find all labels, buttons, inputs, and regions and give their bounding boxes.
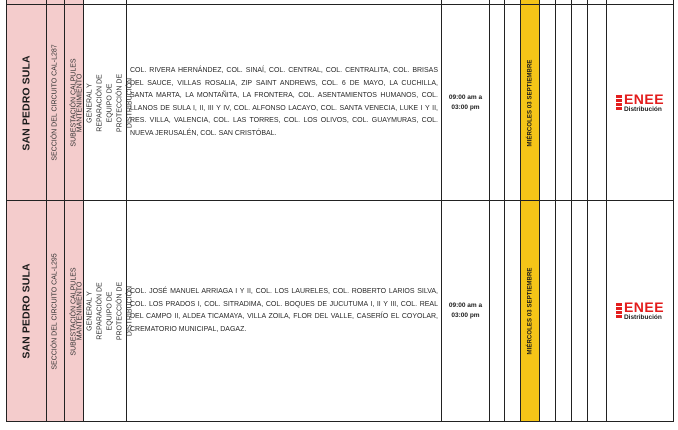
enee-logo <box>616 92 664 114</box>
blank-cell <box>504 4 521 201</box>
day-cell <box>520 200 540 422</box>
day-cell <box>520 4 540 201</box>
hours-end: 03:00 pm <box>451 312 480 319</box>
blank-cell <box>587 200 607 422</box>
hours-end: 03:00 pm <box>451 103 480 111</box>
blank-cell <box>504 200 521 422</box>
colonies-cell <box>126 4 442 201</box>
logo-subtitle: Distribución <box>623 105 662 113</box>
enee-logo-mark <box>616 95 622 111</box>
blank-cell <box>555 4 572 201</box>
blank-cell <box>571 200 588 422</box>
blank-cell <box>539 200 556 422</box>
colonies-list: COL. RIVERA HERNÁNDEZ, COL. SINAÍ, COL. CENTRAL, COL. CENTRALITA, COL. BRISAS DEL SAUCE, VILLAS ROSALIA, ZIP SAINT ANDREWS, COL. 6 DE MAYO, LA CUCHILLA, SANTA MARTA, LA MONTAÑITA, LA FRONTERA, COL. ASENTAMIENTOS HUMANOS, COL. LLANOS DE SULA I, II, III Y IV, COL. ALFONSO LACAYO, COL. SANTA VENECIA, LUKE I Y II, RES. VILLA, VALENCIA, COL. LAS TORRES, COL. LOS OLIVOS, COL. GUAYMURAS, COL. NUEVA JERUSALÉN, COL. SAN CRISTÓBAL. <box>130 67 438 137</box>
work-cell <box>76 4 134 201</box>
day-label: MIÉRCOLES 03 SEPTIEMBRE <box>527 267 534 355</box>
blank-cell <box>555 200 572 422</box>
enee-logo <box>616 300 664 322</box>
work-cell <box>76 200 134 422</box>
circuit-label: SECCIÓN DEL CIRCUITO CAL-L295 <box>52 252 59 370</box>
logo-title: ENEE <box>623 299 665 316</box>
blank-cell <box>539 4 556 201</box>
hours-cell <box>441 4 490 201</box>
work-description: MANTENIMIENTO GENERAL Y REPARACIÓN DE EQUIPO DE PROTECCIÓN DE DISTRIBUCIÓN <box>76 73 134 132</box>
circuit-cell <box>46 200 65 422</box>
hours-start: 09:00 am a <box>448 302 483 309</box>
hours-start: 09:00 am a <box>448 93 483 101</box>
circuit-label: SECCIÓN DEL CIRCUITO CAL-L287 <box>52 44 59 161</box>
substation-label: SUBESTACIÓN CALPULES <box>70 58 78 147</box>
colonies-list: COL. JOSÉ MANUEL ARRIAGA I Y II, COL. LOS LAURELES, COL. ROBERTO LARIOS SILVA, COL. LOS PRADOS I, COL. SITRADIMA, COL. BOQUES DE JUCUTUMA I, II Y III, COL. REAL DEL CAMPO II, ALDEA TICAMAYA, VILLA ZOILA, FLOR DEL VALLE, CASERÍO EL COYOLAR, CREMATORIO MUNICIPAL, DAGAZ. <box>130 288 438 333</box>
city-label: SAN PEDRO SULA <box>20 54 33 151</box>
blank-cell <box>489 4 505 201</box>
colonies-cell <box>126 200 442 422</box>
logo-title: ENEE <box>623 90 665 107</box>
blank-cell <box>587 4 607 201</box>
day-label: MIÉRCOLES 03 SEPTIEMBRE <box>527 59 534 146</box>
city-cell <box>6 200 47 422</box>
work-description: MANTENIMIENTO GENERAL Y REPARACIÓN DE EQUIPO DE PROTECCIÓN DE DISTRIBUCIÓN <box>76 281 134 341</box>
blank-cell <box>571 4 588 201</box>
circuit-cell <box>46 4 65 201</box>
city-cell <box>6 4 47 201</box>
logo-cell <box>606 4 674 201</box>
logo-subtitle: Distribución <box>623 314 662 322</box>
blank-cell <box>489 200 505 422</box>
logo-cell <box>606 200 674 422</box>
hours-cell <box>441 200 490 422</box>
enee-logo-mark <box>616 303 622 319</box>
city-label: SAN PEDRO SULA <box>20 263 33 359</box>
substation-label: SUBESTACIÓN CALPULES <box>70 266 78 356</box>
